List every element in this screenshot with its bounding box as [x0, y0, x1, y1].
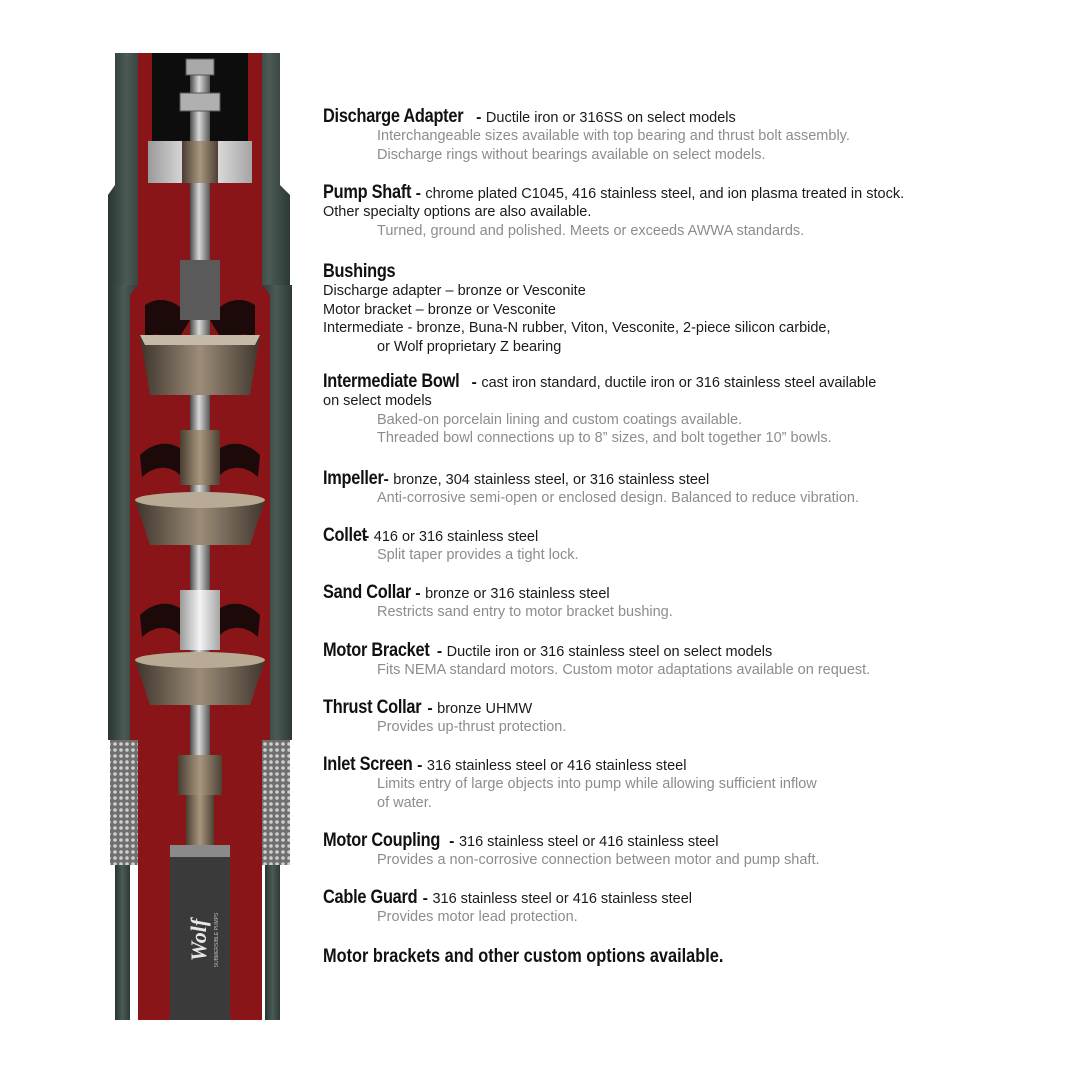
- spec-dash: -: [363, 528, 374, 545]
- spec-description: chrome plated C1045, 416 stainless steel, and ion plasma treated in stock.: [425, 186, 905, 202]
- spec-dash: -: [415, 585, 426, 602]
- spec-title: Thrust Collar: [323, 697, 422, 718]
- spec-heading-line: [323, 527, 1023, 546]
- spec-detail: of water.: [377, 794, 432, 811]
- bushing-upper: [180, 260, 220, 320]
- spec-title: Sand Collar: [323, 582, 411, 603]
- spec-item: [323, 699, 1023, 737]
- spec-item: [323, 470, 1023, 508]
- spec-dash: -: [449, 833, 459, 850]
- spec-title: Collet: [323, 525, 367, 546]
- spec-dash: -: [436, 643, 447, 660]
- spec-description: Ductile iron or 316 stainless steel on select models: [446, 644, 773, 660]
- spec-detail: Limits entry of large objects into pump while allowing sufficient inflow: [377, 776, 817, 792]
- spec-detail: Baked-on porcelain lining and custom coatings available.: [377, 411, 743, 428]
- spec-detail: Discharge rings without bearings available on select models.: [377, 146, 766, 163]
- spec-detail: or Wolf proprietary Z bearing: [377, 338, 562, 355]
- spec-item: [323, 373, 1023, 448]
- spec-continuation: Discharge adapter – bronze or Vesconite: [323, 283, 586, 299]
- spec-dash: -: [471, 374, 482, 391]
- spec-description: 316 stainless steel or 416 stainless steel: [426, 758, 687, 774]
- spec-dash: -: [417, 757, 427, 774]
- spec-continuation: on select models: [323, 393, 432, 409]
- spec-item: [323, 889, 1023, 927]
- sand-collar: [180, 590, 220, 650]
- spec-description: bronze UHMW: [437, 701, 533, 717]
- wolf-logo-subtext: SUBMERSIBLE PUMPS: [214, 912, 220, 968]
- spec-heading-line: [323, 373, 1023, 392]
- spec-dash: -: [422, 890, 433, 907]
- spec-description: 316 stainless steel or 416 stainless steel: [432, 891, 692, 907]
- spec-item: [323, 832, 1023, 870]
- spec-heading-line: [323, 263, 1023, 282]
- spec-item: [323, 184, 1023, 240]
- spec-detail: Threaded bowl connections up to 8” sizes, and bolt together 10” bowls.: [377, 430, 832, 446]
- bushing-middle: [180, 430, 220, 485]
- spec-detail: Restricts sand entry to motor bracket bushing.: [377, 604, 673, 620]
- inlet-screen-left: [110, 740, 138, 865]
- spec-title: Discharge Adapter: [323, 106, 464, 127]
- thrust-bolt: [186, 59, 214, 75]
- spec-title: Motor Coupling: [323, 830, 441, 851]
- spec-description: cast iron standard, ductile iron or 316 stainless steel available: [481, 375, 877, 391]
- spec-continuation: Intermediate - bronze, Buna-N rubber, Viton, Vesconite, 2-piece silicon carbide,: [323, 320, 831, 336]
- spec-title: Intermediate Bowl: [323, 371, 460, 392]
- spec-title: Cable Guard: [323, 887, 418, 908]
- thrust-collar: [178, 755, 222, 795]
- spec-description: bronze or 316 stainless steel: [425, 586, 610, 602]
- spec-detail: Anti-corrosive semi-open or enclosed design. Balanced to reduce vibration.: [377, 490, 859, 506]
- spec-heading-line: [323, 642, 1023, 661]
- spec-item: [323, 584, 1023, 622]
- spec-title: Bushings: [323, 261, 396, 282]
- wolf-logo: [186, 912, 220, 967]
- spec-description: bronze, 304 stainless steel, or 316 stainless steel: [393, 472, 710, 488]
- spec-detail: Fits NEMA standard motors. Custom motor adaptations available on request.: [377, 662, 871, 678]
- spec-title: Inlet Screen: [323, 754, 413, 775]
- spec-description: 316 stainless steel or 416 stainless steel: [458, 834, 719, 850]
- spec-continuation: Motor bracket – bronze or Vesconite: [323, 301, 556, 318]
- spec-detail: Provides a non-corrosive connection between motor and pump shaft.: [377, 852, 820, 868]
- footer-note-text: Motor brackets and other custom options available.: [323, 946, 724, 967]
- spec-item: [323, 108, 1023, 164]
- spec-heading-line: [323, 108, 1023, 127]
- spec-dash: -: [476, 109, 486, 126]
- spec-item: [323, 756, 1023, 812]
- spec-item: [323, 527, 1023, 565]
- spec-description: Ductile iron or 316SS on select models: [485, 110, 736, 126]
- spec-dash: -: [415, 185, 426, 202]
- spec-title: Pump Shaft: [323, 182, 412, 203]
- spec-item: [323, 642, 1023, 680]
- spec-heading-line: [323, 832, 1023, 851]
- spec-dash: -: [427, 700, 438, 717]
- spec-heading-line: [323, 584, 1023, 603]
- footer-note: [323, 946, 789, 968]
- spec-detail: Provides up-thrust protection.: [377, 719, 567, 735]
- spec-dash: -: [383, 471, 394, 488]
- inlet-screen-right: [262, 740, 290, 865]
- pump-cutaway-illustration: [100, 45, 300, 1030]
- spec-detail: Provides motor lead protection.: [377, 909, 578, 925]
- spec-title: Motor Bracket: [323, 640, 430, 661]
- spec-detail: Interchangeable sizes available with top bearing and thrust bolt assembly.: [377, 128, 850, 144]
- spec-heading-line: [323, 699, 1023, 718]
- spec-heading-line: [323, 470, 1023, 489]
- spec-heading-line: [323, 889, 1023, 908]
- spec-detail: Turned, ground and polished. Meets or exceeds AWWA standards.: [377, 222, 805, 239]
- spec-heading-line: [323, 756, 1023, 775]
- spec-item: [323, 263, 1023, 356]
- spec-heading-line: [323, 184, 1023, 203]
- spec-description: 416 or 316 stainless steel: [373, 529, 539, 545]
- spec-title: Impeller: [323, 468, 384, 489]
- spec-detail: Split taper provides a tight lock.: [377, 547, 579, 563]
- spec-continuation: Other specialty options are also available.: [323, 204, 592, 220]
- wolf-logo-text: Wolf: [186, 918, 211, 962]
